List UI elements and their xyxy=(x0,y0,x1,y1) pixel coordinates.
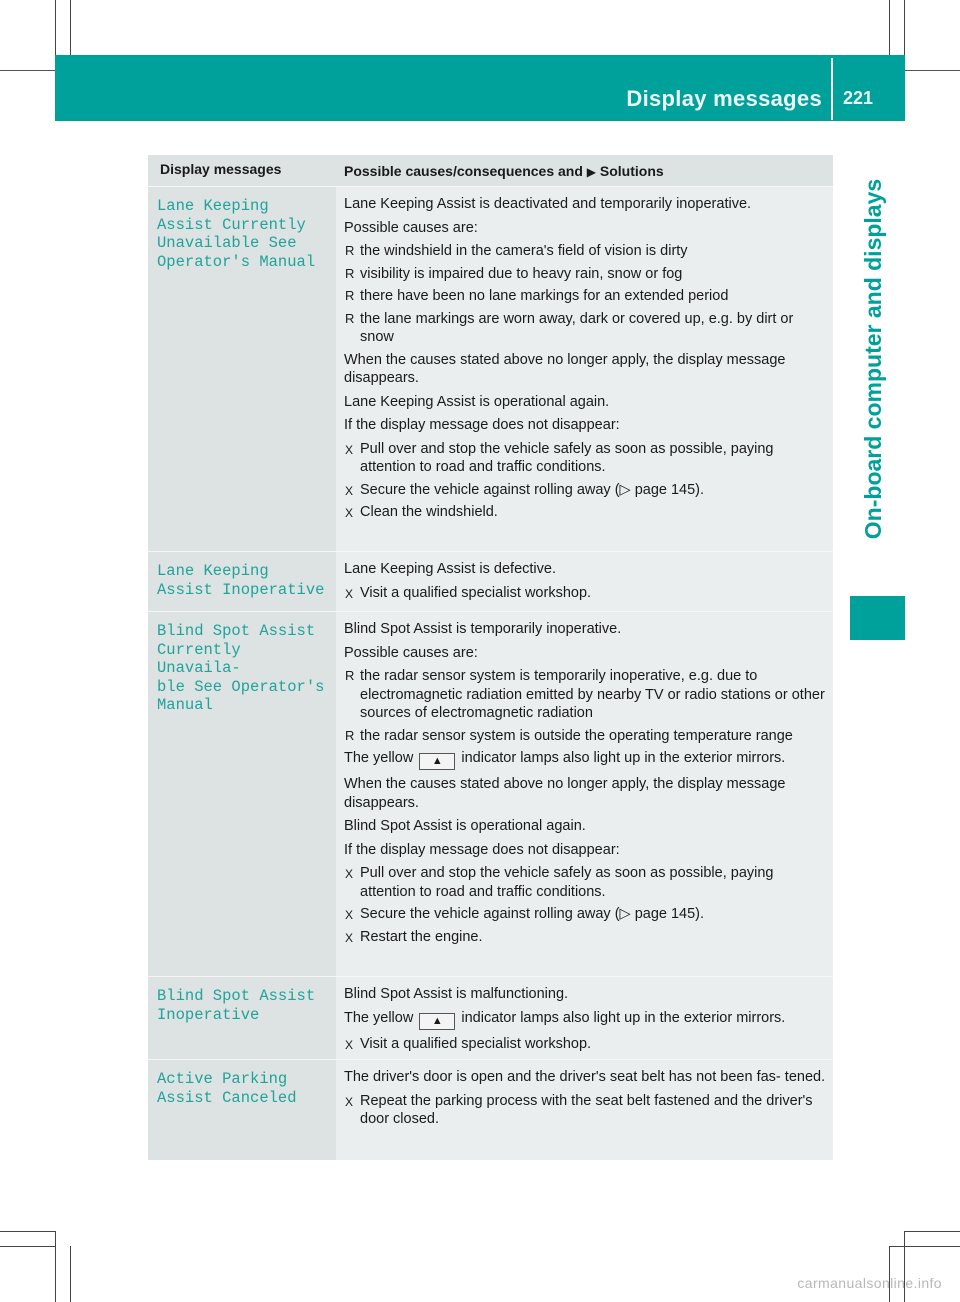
solution-cell: Blind Spot Assist is malfunctioning. The yellow ▲ indicator lamps also light up in the exterior mirrors. X Visit a qualified specialist workshop. xyxy=(336,977,833,1059)
action-step: X Secure the vehicle against rolling away (▷ page 145). xyxy=(344,481,827,500)
page-number: 221 xyxy=(843,88,874,108)
crop-mark xyxy=(70,0,71,55)
list-item: R the windshield in the camera's field of vision is dirty xyxy=(345,243,688,259)
display-messages-table xyxy=(148,155,833,1160)
bullet-icon: R xyxy=(345,288,355,303)
crop-mark xyxy=(905,1231,960,1232)
step-arrow-icon: X xyxy=(345,442,354,457)
bullet-icon: R xyxy=(345,265,355,281)
action-step: X Pull over and stop the vehicle safely as soon as possible, paying attention to road and traffic conditions. xyxy=(345,440,774,475)
crop-mark xyxy=(889,1246,890,1302)
chapter-tab xyxy=(850,596,905,640)
play-icon: ▶ xyxy=(586,165,597,179)
display-message-text: Blind Spot Assist Inoperative xyxy=(148,977,336,1059)
list-item: R the radar sensor system is outside the operating temperature range xyxy=(345,727,793,744)
action-step: X Visit a qualified specialist workshop. xyxy=(344,584,827,603)
display-message-text: Blind Spot Assist Currently Unavaila‐ ble See Operator's Manual xyxy=(148,612,336,976)
crop-mark xyxy=(889,0,890,55)
side-chapter-label: On-board computer and displays xyxy=(860,178,886,540)
action-step: X Repeat the parking process with the seat belt fastened and the driver's door closed. xyxy=(345,1092,813,1127)
crop-mark xyxy=(904,1231,905,1302)
display-message-text: Active Parking Assist Canceled xyxy=(148,1060,336,1160)
crop-mark xyxy=(0,1246,55,1247)
bullet-icon: R xyxy=(345,727,355,743)
crop-mark xyxy=(55,0,56,55)
solution-cell: Lane Keeping Assist is deactivated and temporarily inoperative. Possible causes are: R the windshield in the camera's field of vision is dirty R visibility is impaired due to heavy rain, snow or fog R there have been no lane markings for an extended period R the lane markings are worn away, dark or covered up, e.g. by dirt or snow When the causes stated above no longer apply, the display message disappears. Lane Keeping Assist is operational again. If the display message does not disappear: X Pull over and stop the vehicle safely as soon as possible, paying attention to road and traffic conditions. X Secure the vehicle against rolling away (▷ page 145). X Clean the windshield. xyxy=(336,187,833,551)
column-header-solutions: Possible causes/consequences and ▶ Solutions xyxy=(344,163,664,179)
bullet-icon: R xyxy=(345,243,355,258)
column-header-messages: Display messages xyxy=(160,161,282,177)
crop-mark xyxy=(0,1231,55,1232)
step-arrow-icon: X xyxy=(345,506,354,520)
action-step: X Restart the engine. xyxy=(344,928,827,947)
blind-spot-warning-icon: ▲ xyxy=(419,753,455,770)
step-arrow-icon: X xyxy=(345,483,354,498)
table-header xyxy=(148,155,833,186)
crop-mark xyxy=(55,1231,56,1302)
display-message-text: Lane Keeping Assist Inoperative xyxy=(148,552,336,611)
table-row xyxy=(148,976,833,1059)
table-row xyxy=(148,186,833,551)
step-arrow-icon: X xyxy=(345,867,354,881)
table-row xyxy=(148,611,833,976)
action-step: X Clean the windshield. xyxy=(344,503,827,522)
table-row xyxy=(148,1059,833,1160)
side-label-container xyxy=(842,124,904,594)
crop-mark xyxy=(70,1246,71,1302)
crop-mark xyxy=(904,0,905,55)
watermark: carmanualsonline.info xyxy=(797,1275,942,1291)
list-item: R visibility is impaired due to heavy rain, snow or fog xyxy=(345,265,683,282)
action-step: X Pull over and stop the vehicle safely as soon as possible, paying attention to road and traffic conditions. xyxy=(345,865,774,900)
bullet-icon: R xyxy=(345,310,355,326)
step-arrow-icon: X xyxy=(345,930,354,945)
solution-cell: Lane Keeping Assist is defective. X Visit a qualified specialist workshop. xyxy=(336,552,833,611)
action-step: X Visit a qualified specialist workshop. xyxy=(344,1035,827,1054)
solution-cell: The driver's door is open and the driver's seat belt has not been fas‐ tened. X Repeat the parking process with the seat belt fastened and the driver's door closed. xyxy=(336,1060,833,1160)
step-arrow-icon: X xyxy=(345,1094,354,1109)
page-title: Display messages xyxy=(626,86,822,111)
list-item: R there have been no lane markings for an extended period xyxy=(345,288,729,304)
crop-mark xyxy=(889,1246,960,1247)
action-step: X Secure the vehicle against rolling away (▷ page 145). xyxy=(344,905,827,924)
blind-spot-warning-icon: ▲ xyxy=(419,1013,455,1030)
bullet-icon: R xyxy=(345,668,355,683)
step-arrow-icon: X xyxy=(345,586,354,601)
table-row xyxy=(148,551,833,611)
list-item: R the lane markings are worn away, dark or covered up, e.g. by dirt or snow xyxy=(345,310,794,345)
list-item: R the radar sensor system is temporarily inoperative, e.g. due to electromagnetic radiation emitted by nearby TV or radio stations or other sources of electromagnetic radiation xyxy=(345,668,825,721)
solution-cell: Blind Spot Assist is temporarily inoperative. Possible causes are: R the radar sensor system is temporarily inoperative, e.g. due to electromagnetic radiation emitted by nearby TV or radio stations or other sources of electromagnetic radiation R the radar sensor system is outside the operating temperature range The yellow ▲ indicator lamps also light up in the exterior mirrors. When the causes stated above no longer apply, the display message disappears. Blind Spot Assist is operational again. If the display message does not disappear: X Pull over and stop the vehicle safely as soon as possible, paying attention to road and traffic conditions. X Secure the vehicle against rolling away (▷ page 145). X Restart the engine. xyxy=(336,612,833,976)
display-message-text: Lane Keeping Assist Currently Unavailable See Operator's Manual xyxy=(148,187,336,551)
header-divider xyxy=(831,58,833,120)
step-arrow-icon: X xyxy=(345,908,354,922)
step-arrow-icon: X xyxy=(345,1037,354,1052)
